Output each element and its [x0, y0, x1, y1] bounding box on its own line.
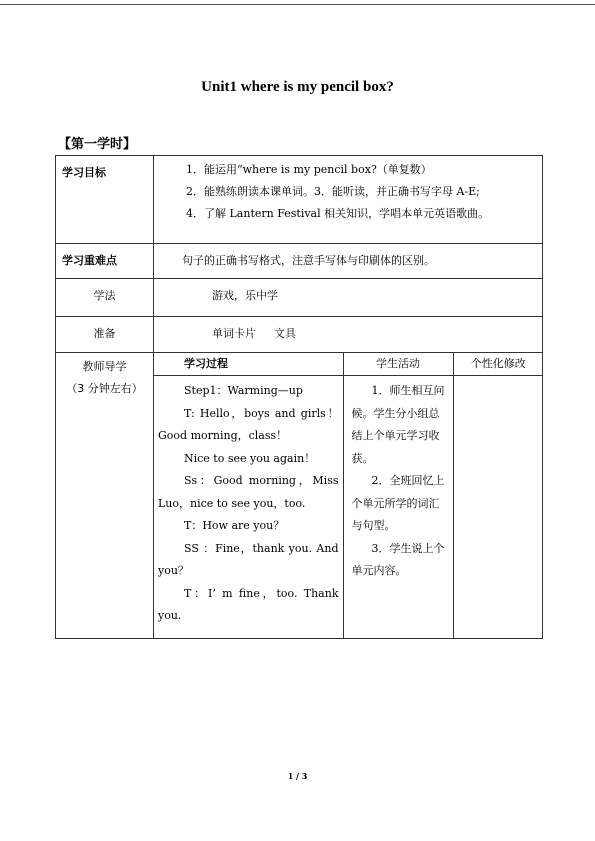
- goals-label: 学习目标: [56, 156, 154, 244]
- page-title: Unit1 where is my pencil box?: [201, 79, 394, 95]
- prep-item: 文具: [274, 327, 296, 340]
- activity-cell: [343, 376, 453, 638]
- process-line: T：I’ m fine，too. Thank you.: [158, 586, 339, 622]
- activity-item: 3．学生说上个单元内容。: [351, 541, 445, 577]
- teaching-body-row: [154, 376, 543, 638]
- teaching-label: [56, 353, 154, 639]
- activity-header: 学生活动: [343, 353, 453, 376]
- process-line: T：How are you？: [184, 519, 285, 532]
- teaching-label-line2: （3 分钟左右）: [66, 382, 143, 395]
- goal-item: 1．能运用“where is my pencil box?（单复数）: [186, 163, 432, 176]
- prep-label: 准备: [56, 317, 154, 353]
- process-cell: [154, 376, 343, 638]
- prep-content: [154, 317, 543, 353]
- process-line: SS ：Fine，thank you. And you？: [158, 541, 339, 577]
- method-label: 学法: [56, 279, 154, 317]
- process-header: 学习过程: [154, 353, 343, 376]
- key-points-label: 学习重难点: [56, 244, 154, 279]
- lesson-label: 【第一学时】: [58, 137, 137, 152]
- prep-row: [56, 317, 543, 353]
- method-row: [56, 279, 543, 317]
- goal-item: 4．了解 Lantern Festival 相关知识，学唱本单元英语歌曲。: [186, 207, 490, 220]
- process-line: Step1：Warming—up: [184, 384, 303, 397]
- key-points-row: [56, 244, 543, 279]
- page-number: 1 / 3: [287, 771, 308, 781]
- teaching-header-row: [154, 353, 543, 376]
- page-top-rule: [0, 4, 595, 5]
- method-text: 游戏，乐中学: [154, 279, 543, 317]
- activity-item: 1．师生相互问候。学生分小组总结上个单元学习收获。: [351, 384, 445, 465]
- teaching-subtable: [154, 353, 543, 638]
- activity-item: 2．全班回忆上个单元所学的词汇与句型。: [351, 474, 445, 532]
- process-line: Nice to see you again！: [184, 451, 316, 465]
- teaching-label-line1: 教师导学: [82, 360, 127, 373]
- lesson-plan-table: [55, 155, 543, 639]
- teaching-content: [154, 353, 543, 639]
- key-points-text: 句子的正确书写格式，注意手写体与印刷体的区别。: [154, 244, 543, 279]
- goal-item: 2．能熟练朗读本课单词。3．能听读，并正确书写字母 A-E;: [186, 185, 480, 198]
- goals-content: [154, 156, 543, 244]
- modify-header: 个性化修改: [453, 353, 543, 376]
- teaching-row: [56, 353, 543, 639]
- modify-cell: [453, 376, 543, 638]
- process-line: T: Hello，boys and girls！Good morning，class！: [158, 406, 339, 442]
- process-line: Ss：Good morning，Miss Luo，nice to see you，too.: [158, 474, 339, 510]
- prep-item: 单词卡片: [212, 327, 256, 340]
- goals-row: [56, 156, 543, 244]
